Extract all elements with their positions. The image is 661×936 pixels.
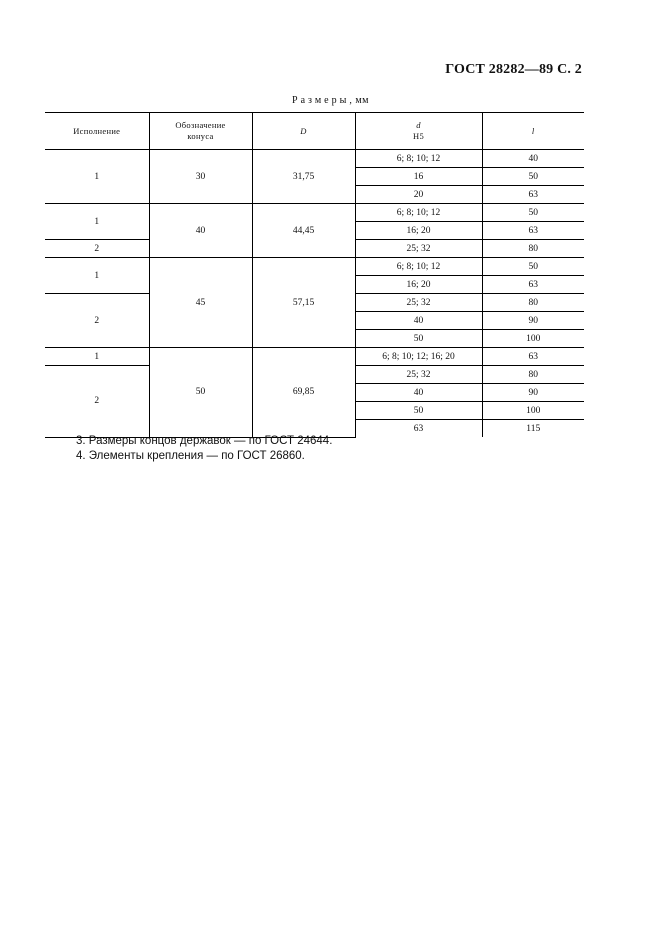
l-cell: 63 — [482, 276, 584, 294]
table-row — [45, 204, 584, 222]
d-cell: 6; 8; 10; 12 — [355, 258, 482, 276]
col-header-D: D — [252, 113, 355, 150]
caption-label: Размеры — [292, 95, 350, 106]
table-header-row — [45, 113, 584, 150]
d-cell: 6; 8; 10; 12; 16; 20 — [355, 348, 482, 366]
col-header-l: l — [482, 113, 584, 150]
l-cell: 100 — [482, 330, 584, 348]
d-header-symbol: d — [416, 120, 421, 130]
l-cell: 63 — [482, 348, 584, 366]
table-row — [45, 258, 584, 276]
l-cell: 63 — [482, 222, 584, 240]
l-cell: 115 — [482, 420, 584, 438]
d-cell: 16; 20 — [355, 276, 482, 294]
d-header-tolerance: H5 — [413, 131, 424, 141]
D-cell: 69,85 — [252, 348, 355, 438]
cone-cell: 45 — [149, 258, 252, 348]
l-cell: 40 — [482, 150, 584, 168]
col-header-ispolnenie: Исполнение — [45, 113, 149, 150]
ispolnenie-cell: 2 — [45, 366, 149, 438]
d-cell: 50 — [355, 402, 482, 420]
d-cell: 25; 32 — [355, 294, 482, 312]
l-cell: 100 — [482, 402, 584, 420]
caption-unit: , мм — [349, 95, 369, 106]
cone-cell: 30 — [149, 150, 252, 204]
d-cell: 50 — [355, 330, 482, 348]
table-caption — [0, 95, 661, 106]
d-cell: 6; 8; 10; 12 — [355, 204, 482, 222]
table-row — [45, 150, 584, 168]
D-cell: 44,45 — [252, 204, 355, 258]
col-header-cone — [149, 113, 252, 150]
cone-header-line2: конуса — [187, 131, 214, 141]
l-cell: 63 — [482, 186, 584, 204]
ispolnenie-cell: 2 — [45, 240, 149, 258]
ispolnenie-cell: 1 — [45, 204, 149, 240]
cone-cell: 50 — [149, 348, 252, 438]
d-cell: 25; 32 — [355, 366, 482, 384]
d-cell: 63 — [355, 420, 482, 438]
col-header-d — [355, 113, 482, 150]
dimensions-table — [45, 112, 584, 438]
cone-cell: 40 — [149, 204, 252, 258]
ispolnenie-cell: 2 — [45, 294, 149, 348]
l-cell: 50 — [482, 168, 584, 186]
l-cell: 80 — [482, 240, 584, 258]
d-cell: 40 — [355, 384, 482, 402]
d-cell: 6; 8; 10; 12 — [355, 150, 482, 168]
ispolnenie-cell: 1 — [45, 258, 149, 294]
l-cell: 50 — [482, 204, 584, 222]
d-cell: 25; 32 — [355, 240, 482, 258]
d-cell: 40 — [355, 312, 482, 330]
D-cell: 31,75 — [252, 150, 355, 204]
page-header: ГОСТ 28282—89 С. 2 — [445, 62, 582, 77]
l-cell: 50 — [482, 258, 584, 276]
table-row — [45, 348, 584, 366]
note-item: 4. Элементы крепления — по ГОСТ 26860. — [76, 450, 305, 462]
d-cell: 20 — [355, 186, 482, 204]
ispolnenie-cell: 1 — [45, 150, 149, 204]
D-cell: 57,15 — [252, 258, 355, 348]
cone-header-line1: Обозначение — [175, 120, 226, 130]
l-cell: 80 — [482, 294, 584, 312]
l-cell: 80 — [482, 366, 584, 384]
notes — [76, 434, 332, 464]
d-cell: 16 — [355, 168, 482, 186]
note-item: 3. Размеры концов державок — по ГОСТ 24644. — [76, 435, 333, 447]
d-cell: 16; 20 — [355, 222, 482, 240]
l-cell: 90 — [482, 312, 584, 330]
ispolnenie-cell: 1 — [45, 348, 149, 366]
l-cell: 90 — [482, 384, 584, 402]
